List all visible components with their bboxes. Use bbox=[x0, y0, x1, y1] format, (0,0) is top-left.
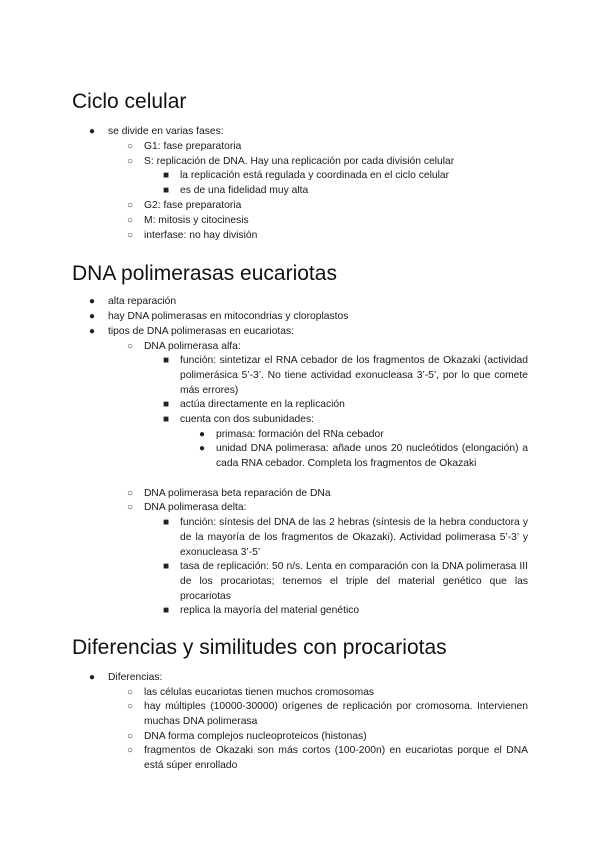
list-item: ■ replica la mayoría del material genético bbox=[163, 605, 360, 616]
list-item: ■ actúa directamente en la replicación bbox=[163, 399, 345, 410]
list-item: ○ G1: fase preparatoria bbox=[127, 141, 242, 152]
list-item: ○ fragmentos de Okazaki son más cortos (100-200n) en eucariotas porque el DNA está súper enrollado bbox=[127, 745, 528, 771]
list-item: ■ función: síntesis del DNA de las 2 hebras (síntesis de la hebra conductora y de la mayoría de los fragmentos de Okazaki). Actividad polimerasa 5’-3’ y exonucleasa 3’-5’ bbox=[163, 517, 528, 558]
list-item: ● unidad DNA polimerasa: añade unos 20 nucleótidos (elongación) a cada RNA cebador. Completa los fragmentos de Okazaki bbox=[199, 443, 528, 469]
list-item: ○ DNA polimerasa alfa: bbox=[127, 341, 241, 352]
list-item: ● se divide en varias fases: bbox=[89, 126, 224, 137]
list-item: ■ función: sintetizar el RNA cebador de los fragmentos de Okazaki (actividad polimerásica 5’-3’. No tiene actividad exonucleasa 3’-5’, por lo que comete más errores) bbox=[163, 355, 528, 396]
heading-diferencias: Diferencias y similitudes con procariotas bbox=[72, 636, 447, 659]
list-item: ○ DNA polimerasa delta: bbox=[127, 502, 247, 513]
list-item: ■ cuenta con dos subunidades: bbox=[163, 414, 314, 425]
list-item: ○ hay múltiples (10000-30000) orígenes de replicación por cromosoma. Intervienen muchas DNA polimerasa bbox=[127, 701, 528, 727]
list-item: ○ G2: fase preparatoria bbox=[127, 200, 242, 211]
list-item: ○ DNA forma complejos nucleoproteicos (histonas) bbox=[127, 731, 367, 742]
list-item: ● Diferencias: bbox=[89, 672, 163, 683]
list-item: ■ es de una fidelidad muy alta bbox=[163, 185, 309, 196]
list-item: ● tipos de DNA polimerasas en eucariotas: bbox=[89, 326, 295, 337]
list-item: ○ M: mitosis y citocinesis bbox=[127, 215, 249, 226]
list-item: ● hay DNA polimerasas en mitocondrias y cloroplastos bbox=[89, 311, 349, 322]
list-item: ○ interfase: no hay división bbox=[127, 230, 258, 241]
list-item: ○ las células eucariotas tienen muchos cromosomas bbox=[127, 687, 375, 698]
list-item: ○ S: replicación de DNA. Hay una replicación por cada división celular bbox=[127, 156, 455, 167]
heading-ciclo-celular: Ciclo celular bbox=[72, 90, 187, 113]
list-item: ■ la replicación está regulada y coordinada en el ciclo celular bbox=[163, 170, 450, 181]
list-item: ■ tasa de replicación: 50 n/s. Lenta en comparación con la DNA polimerasa III de los procariotas; tenemos el triple del material genético que las procariotas bbox=[163, 561, 528, 602]
list-item: ● primasa: formación del RNa cebador bbox=[199, 429, 384, 440]
heading-dna-polimerasas: DNA polimerasas eucariotas bbox=[72, 262, 337, 285]
list-item: ● alta reparación bbox=[89, 296, 177, 307]
list-item: ○ DNA polimerasa beta reparación de DNa bbox=[127, 488, 331, 499]
